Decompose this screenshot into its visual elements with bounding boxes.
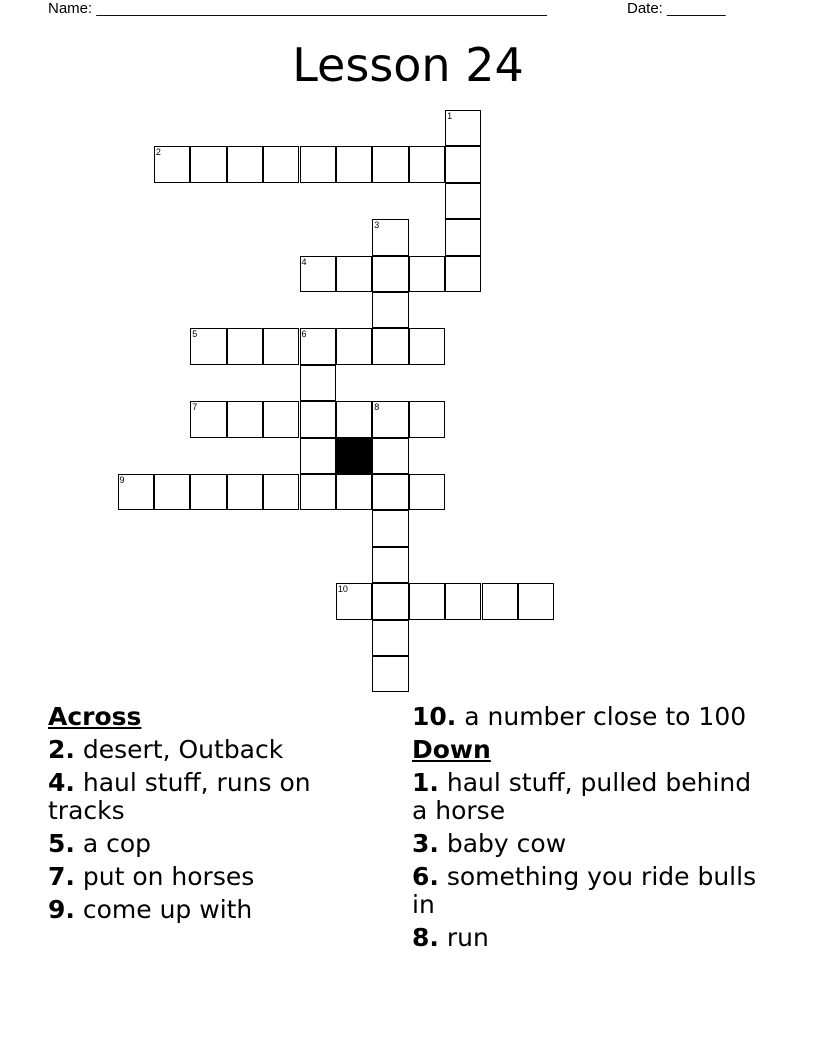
grid-cell[interactable] [409, 474, 445, 510]
grid-cell[interactable] [336, 401, 372, 437]
grid-cell[interactable] [445, 256, 481, 292]
grid-cell[interactable] [445, 183, 481, 219]
grid-cell[interactable] [190, 474, 226, 510]
grid-cell[interactable] [300, 328, 336, 364]
clue-across-10: 10. a number close to 100 [412, 702, 747, 731]
name-field[interactable]: Name: ______________________________________________________ [48, 0, 547, 17]
grid-cell[interactable] [445, 110, 481, 146]
clue-down-8: 8. run [412, 923, 489, 952]
grid-cell[interactable] [372, 328, 408, 364]
clue-down-6: 6. something you ride bulls in [412, 862, 757, 919]
clue-across-7: 7. put on horses [48, 862, 255, 891]
clue-number: 5 [192, 329, 198, 340]
clues-column-left [48, 703, 368, 929]
grid-cell[interactable] [409, 256, 445, 292]
clues-column-right [412, 703, 762, 957]
grid-cell[interactable] [227, 328, 263, 364]
clue-across-2: 2. desert, Outback [48, 735, 284, 764]
grid-cell[interactable] [227, 401, 263, 437]
grid-cell[interactable] [372, 219, 408, 255]
page-title: Lesson 24 [292, 38, 524, 92]
clue-number: 2 [155, 147, 161, 158]
grid-cell[interactable] [518, 583, 554, 619]
grid-cell[interactable] [445, 583, 481, 619]
grid-cell[interactable] [336, 583, 372, 619]
clue-number: 10 [337, 584, 348, 595]
black-square [336, 438, 372, 474]
grid-cell[interactable] [482, 583, 518, 619]
grid-cell[interactable] [263, 474, 299, 510]
grid-cell[interactable] [336, 328, 372, 364]
clue-across-9: 9. come up with [48, 895, 253, 924]
grid-cell[interactable] [409, 146, 445, 182]
grid-cell[interactable] [190, 328, 226, 364]
grid-cell[interactable] [263, 146, 299, 182]
grid-cell[interactable] [263, 328, 299, 364]
grid-cell[interactable] [372, 620, 408, 656]
clue-number: 1 [447, 111, 453, 121]
grid-cell[interactable] [336, 146, 372, 182]
clue-number: 3 [374, 220, 380, 231]
grid-cell[interactable] [372, 401, 408, 437]
grid-cell[interactable] [227, 474, 263, 510]
grid-cell[interactable] [300, 474, 336, 510]
grid-cell[interactable] [372, 438, 408, 474]
clue-number: 4 [301, 256, 307, 267]
grid-cell[interactable] [372, 256, 408, 292]
grid-cell[interactable] [409, 401, 445, 437]
grid-cell[interactable] [190, 401, 226, 437]
grid-cell[interactable] [372, 292, 408, 328]
grid-cell[interactable] [336, 474, 372, 510]
grid-cell[interactable] [300, 365, 336, 401]
grid-cell[interactable] [190, 146, 226, 182]
clue-across-4: 4. haul stuff, runs on tracks [48, 768, 311, 825]
clue-down-3: 3. baby cow [412, 829, 567, 858]
grid-cell[interactable] [409, 328, 445, 364]
grid-cell[interactable] [300, 401, 336, 437]
clue-number: 9 [119, 475, 125, 485]
clue-number: 8 [374, 402, 380, 413]
grid-cell[interactable] [154, 474, 190, 510]
down-heading: Down [412, 735, 491, 764]
grid-cell[interactable] [372, 474, 408, 510]
grid-cell[interactable] [154, 146, 190, 182]
grid-cell[interactable] [445, 219, 481, 255]
clue-number: 7 [192, 402, 198, 413]
across-heading: Across [48, 702, 142, 731]
grid-cell[interactable] [300, 146, 336, 182]
grid-cell[interactable] [409, 583, 445, 619]
grid-cell[interactable] [372, 547, 408, 583]
grid-cell[interactable] [372, 146, 408, 182]
grid-cell[interactable] [445, 146, 481, 182]
grid-cell[interactable] [372, 656, 408, 692]
date-field[interactable]: Date: _______ [627, 0, 726, 17]
grid-cell[interactable] [227, 146, 263, 182]
grid-cell[interactable] [372, 510, 408, 546]
clue-across-5: 5. a cop [48, 829, 152, 858]
grid-cell[interactable] [336, 256, 372, 292]
grid-cell[interactable] [263, 401, 299, 437]
grid-cell[interactable] [372, 583, 408, 619]
grid-cell[interactable] [300, 256, 336, 292]
clue-down-1: 1. haul stuff, pulled behind a horse [412, 768, 752, 825]
grid-cell[interactable] [118, 474, 154, 510]
clue-number: 6 [301, 329, 307, 340]
grid-cell[interactable] [300, 438, 336, 474]
